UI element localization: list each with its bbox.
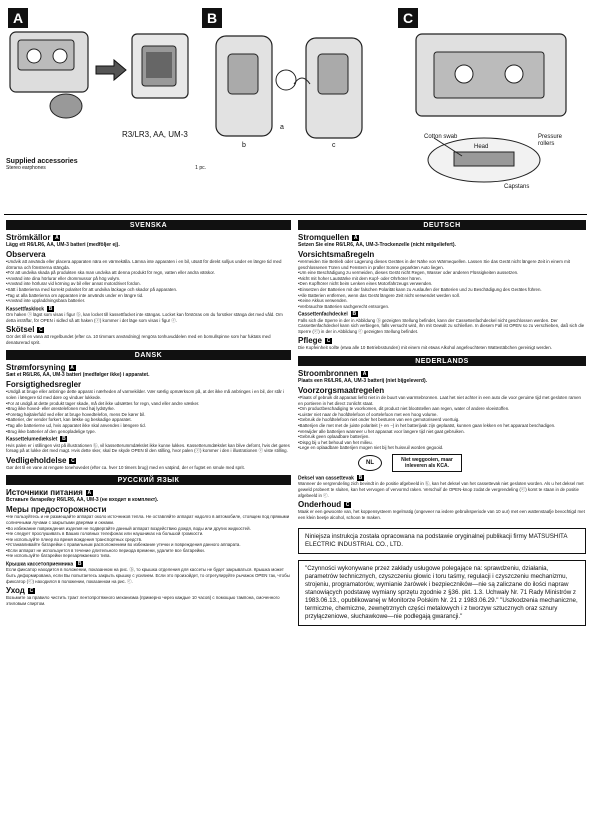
nederlands-power-badge: A (362, 370, 367, 377)
dansk-lock-badge: B (62, 436, 66, 443)
figure-a (4, 4, 194, 152)
nederlands-caution-line: •Batterijen die met met de juiste polariteit (+ en −) in het batterijvak zijn geplaatst, kunnen gaan lekken en het apparaat beschadigen. (298, 423, 556, 429)
svenska-header: SVENSKA (6, 220, 291, 230)
russian-header: РУССКИЙ ЯЗЫК (6, 475, 291, 485)
svenska-power-badge: A (55, 234, 59, 241)
nederlands-header: NEDERLANDS (298, 356, 586, 366)
dansk-caution-line: •Brug ikke batterier af den genopladelige type. (6, 428, 96, 434)
nederlands-caution-line: •Lege en oplaadbare batterijen mogen niet bij het huisvuil worden gegooid. (298, 445, 444, 451)
svenska-power-title: Strömkällor (6, 233, 51, 242)
russian-care-text: Возьмите за правило чистить тракт лентопротяжного механизма (примерно через каждые 10 часов) с помощью тампона, смоченного этиловым спиртом. (6, 595, 280, 606)
supplied-title: Supplied accessories (6, 158, 78, 165)
kca-text: Niet weggooien, maar inleveren als KCA. (392, 454, 462, 472)
figure-b-c: c (332, 142, 336, 149)
top-divider (4, 214, 587, 215)
deutsch-lock-title: Cassettenfachdeckel (298, 311, 348, 318)
deutsch-caution-line: •Keine Akkus verwenden. (298, 298, 348, 304)
svenska-care-title: Skötsel (6, 325, 35, 335)
dansk-caution-line: •Batterier, der vender forkert, kan lække og beskadige apparatet. (6, 417, 132, 423)
dansk-care-title: Vedligeholdelse (6, 455, 67, 465)
figure-c (394, 4, 587, 194)
nederlands-caution-line: •Luister niet naar de hoofdtelefoon of oortelefoon met een hoog volume. (298, 411, 438, 417)
figure-c-illustration (394, 26, 587, 194)
russian-caution-line: •Если аппарат не используется в течение длительного периода времени, удалите все батарейки. (6, 547, 205, 553)
head-label: Head (474, 144, 489, 150)
figure-b-a: a (280, 124, 284, 131)
deutsch-caution-line: •Um eine Beschädigung zu vermeiden, dieses Gerät nicht Regen, Wasser oder anderen Flüssigkeiten aussetzen. (298, 270, 519, 276)
figure-b-b: b (242, 142, 246, 149)
polish-note-2-text: "Czynności wykonywane przez zakłady usługowe polegające na: sprawdzeniu, działania, parametrów technicznych, czyszczeniu głowic i toru taśmy, regulacji i czyszczeniu mechanizmu, strojeniu, programatorów, wymianie żarówek i bezpieczników—nie są zaliczane do ilości napraw stanowiących podstawę wymiany sprzętu zgodnie z §36. pkt. 1.3. Uchwały Nr. 71 Rady Ministrów z 1983.06.13., opublikowanej w Monitorze Polskim Nr. 21 z 1983.06.29." "Uszkodzenia mechaniczne, termiczne, chemiczne, zewnętrznych części metalowych i z tworzyw sztucznych oraz sznury przyłączeniowe, słuchawkowe—nie podlegają gwarancji." (305, 565, 578, 621)
dansk-caution-title: Forsigtighedsregler (6, 380, 82, 390)
svenska-lock-badge: B (48, 305, 53, 312)
nederlands-lock-title: Deksel van cassettevak (298, 475, 354, 482)
nederlands-care-badge: C (345, 501, 350, 508)
russian-caution-line: •Во избежание повреждения изделия не подвергайте данный аппарат воздействию дождя, воды или других жидкостей. (6, 525, 251, 531)
deutsch-caution-line: •Nicht mit hoher Lautstärke mit dem Kopf- oder Ohrhörer hören. (298, 275, 422, 281)
svenska-power-text: Lägg ett R6/LR6, AA, UM-3 batteri (medföljer ej). (6, 242, 120, 248)
deutsch-care-title: Pflege (298, 336, 323, 346)
figure-b (198, 4, 390, 152)
svenska-lock-text: Om haken ⓐ lägst som visas i figur ⓑ, kan locket till kassettfacket inte stängas. Locket kan förstöras om du forsöker stänga det med våld. Om detta inträffar, för OPEN i sidled så att haken (ⓒ) kommer i det läge som visas i figur ⓒ. (6, 312, 283, 323)
svenska-care-text: Gör det till en vana att regelbundet (efter ca. 10 timmars användning) rengöra tonhuvuddelen med en bomullspinne som har fuktats med denaturerad sprit. (6, 334, 271, 345)
nederlands-caution-line: •Gebruik de hoofdtelefoon niet onder het besturen van een gemotoriseerd voertuig. (298, 417, 460, 423)
dansk-lock-title: Kassettelumedækslet (6, 436, 58, 443)
dansk-power-badge: A (70, 365, 74, 372)
russian-care-title: Уход (6, 586, 25, 596)
dansk-caution-line: •Foretag højtalerfuld ved eller at bruge hovedtelefon, mens De kører bil. (6, 411, 146, 417)
right-column (298, 220, 586, 626)
nederlands-lock-text: Wanneer de vergrendeling zich bevindt in de positie afgebeeld in ⓑ, kan het deksel van het cassettevak niet gesloten worden. Als u het deksel met geweld probeert te sluiten, kan het vervogen of vervormd raken. Verschuif de OPEN-knop zodat de vergrendeling (ⓒ) komt te staan in de positie afgebeeld in ⓒ. (298, 481, 584, 498)
svenska-care-badge: C (39, 327, 43, 334)
nederlands-caution-title: Voorzorgsmaatregelen (298, 386, 385, 396)
russian-power-text: Вставьте батарейку R6/LR6, AA, UM-3 (не входит в комплект). (6, 497, 159, 504)
nederlands-caution-line: •Plaats of gebruik dit apparaat liefst niet in de buurt van warmtebronnen. Laat het niet achter in een auto die voor geruime tijd met gesloten ramen en portieren in het direct zonlicht staat. (298, 395, 581, 406)
deutsch-care-text: Die Kopfeinheit sollte (etwa alle 10 Betriebsstunden) mit einem mit etwas Alkohol angefeuchteten Wattestäbchen gereinigt werden. (298, 345, 552, 351)
nederlands-caution-line: •Dispg bij u het behoud van het milieu. (298, 439, 373, 445)
russian-caution-line: •Устанавливайте батарейки с правильным расположением во избежание утечки и повреждения данного аппарата. (6, 542, 241, 548)
russian-care-badge: C (29, 588, 34, 595)
battery-caption: R3/LR3, AA, UM-3 (122, 130, 188, 139)
nederlands-power-text: Plaats een R6/LR6, AA, UM-3 batterij (niet bijgeleverd). (298, 378, 428, 385)
dansk-caution-line: •Tag alle batterierne ud, hvis apparatet ikke skal anvendes i længere tid. (6, 423, 146, 429)
svenska-lock-title: Kassettfasklock (6, 306, 45, 313)
nederlands-care-title: Onderhoud (298, 500, 342, 510)
dansk-power-title: Strømforsyning (6, 363, 66, 373)
svenska-caution-line: •Sätt i batterierna med korrekt polaritet för att undvika läckage och skador på apparaten. (6, 286, 178, 292)
deutsch-care-badge: C (326, 338, 331, 345)
svenska-caution-line: •Använd inte hörlurar vid körning av bil eller annat motordrivet fordon. (6, 281, 141, 287)
polish-note-2 (298, 560, 586, 626)
dansk-lock-text: Hvis palen er i stillingen vist på illustrationen ⓑ, vil kassetterummdækslet ikke kunne lukkes. Kassetterumdækslet kan blive defomt, hvis det gøres forsøg på at lukke det med magt. Hvis dette sker, skal De skyde OPEN til den stilling, hvor palen (ⓒ) kommer i den i illustrationen ⓒ viste stilling. (6, 442, 290, 454)
figure-b-illustration (198, 24, 390, 152)
russian-power-title: Источники питания (6, 488, 83, 498)
figure-c-label: C (398, 8, 418, 28)
kca-logo (358, 455, 382, 471)
deutsch-caution-line: •Den Kopfhörer nicht beim Lenken eines Motorfahrzeugs verwenden. (298, 281, 433, 287)
figure-a-illustration (4, 26, 194, 126)
nederlands-caution-line: •Verwijder alle batterijen wanneer u het apparaat voor langere tijd niet gaat gebruiken. (298, 428, 465, 434)
nederlands-caution-line: •Gebruik geen oplaadbare batterijen. (298, 434, 370, 440)
figure-b-label: B (202, 8, 222, 28)
kca-logo-text: NL (366, 459, 374, 466)
dansk-care-badge: C (71, 457, 75, 464)
deutsch-header: DEUTSCH (298, 220, 586, 230)
russian-caution-line: •Не используйте батарейки перезаряжаемого типа. (6, 553, 111, 559)
deutsch-lock-badge: B (352, 311, 357, 318)
nederlands-power-title: Stroombronnen (298, 369, 358, 379)
polish-note-1 (298, 528, 586, 554)
dansk-caution-line: •Brug ikke hoved- eller ørestelefonen med høj lydstyrke. (6, 406, 115, 412)
nederlands-caution-line: •Om productbeschadiging te voorkomen, dit product niet blootstellen aan regen, water of andere vloeistoffen. (298, 406, 510, 412)
deutsch-caution-line: •Verbrauchte Batterien sachgerecht entsorgen. (298, 303, 390, 309)
russian-lock-text: Если фиксатор находится в положении, показанном на рис. ⓑ, то крышка отделения для кассеты не будет закрываться. Крышка может быть деформирована, если Вы попытаетесь закрыть крышку с усилием. Если это произойдет, то отрегулируйте рычажок OPEN так, чтобы фиксатор (ⓒ) находился в положении, показанном на рис. ⓒ. (6, 567, 290, 584)
russian-power-badge: A (87, 490, 92, 497)
supplied-qty: 1 pc. (195, 165, 206, 171)
deutsch-caution-line: •Vermeiden Sie Betrieb oder Lagerung dieses Gerätes in der Nähe von Wärmequellen. Lassen Sie das Gerät nicht längere Zeit in einem mit geschlossenen Türen und Fenstern in praller Sonne geparkten Auto liegen. (298, 259, 570, 270)
supplied-item: Stereo earphones (6, 165, 46, 171)
russian-caution-line: •Не следует прослушивать в Ваших головных телефонах или наушниках на большой громкости. (6, 531, 204, 537)
dansk-care-text: Gør det til en vane at rengøre tonehovedet (efter ca. hver 10 timers brug) med en vatpind, der er fugtet en smule med sprit. (6, 464, 245, 470)
dansk-caution-line: •For at undgå at dette produkt tager skade, må det ikke udsættes for regn, vand eller andre væsker. (6, 400, 200, 406)
deutsch-caution-line: •Alle Batterien entfernen, wenn das Gerät längere Zeit nicht verwendet werden soll. (298, 292, 460, 298)
russian-lock-badge: B (77, 561, 82, 568)
deutsch-power-text: Setzen Sie eine R6/LR6, AA, UM-3-Trockenzelle (nicht mitgeliefert). (298, 242, 456, 248)
svenska-caution-line: •Använd inte uppladdningsbara batterier. (6, 298, 86, 304)
deutsch-caution-line: •Einsetzen der Batterien mit der falschen Polarität kann zu Auslaufen der Batterien und zu Beschädigung des Gerätes führen. (298, 286, 542, 292)
deutsch-power-title: Stromquellen (298, 233, 350, 242)
polish-note-1-text: Niniejsza instrukcja została opracowana na podstawie oryginalnej publikacji firmy MATSUSHITA ELECTRIC INDUSTRIAL CO., LTD. (305, 533, 568, 549)
russian-caution-line: •Не пользуйтесь и не размещайте аппарат около источников тепла. Не оставляйте аппарат надолго в автомобиле, стоящем под прямыми солнечными лучами с закрытыми дверями и окнами. (6, 514, 290, 525)
dansk-caution-line: •Undgå at bruge eller anbringe dette apparat i nærheden af varmekilder. Vær særlig opmærksom på, at det ikke må anbringes i en bil, der står i solen i længere tid med døre og vinduer lukkede. (6, 389, 285, 401)
nederlands-lock-badge: B (358, 474, 363, 481)
deutsch-caution-title: Vorsichtsmaßregeln (298, 250, 375, 259)
deutsch-lock-text: Falls sich die Sperre in der in Abbildung ⓑ gezeigten Stellung befindet, kann der Cassettenfachdeckel nicht geschlossen werden. Der Cassettenfachdeckel kann sich verbiegen, falls versucht wird, ihn mit Gewalt zu schließen. In diesem Fall ist OPEN so zu verschieben, daß sich die Sperre (ⓒ) in der in Abbildung ⓒ gezeigten Stellung befindet. (298, 317, 585, 334)
cotton-swab-label: Cotton swab (424, 134, 458, 140)
figure-a-label: A (8, 8, 28, 28)
left-column (6, 220, 291, 606)
svenska-caution-title: Observera (6, 250, 46, 259)
dansk-header: DANSK (6, 350, 291, 360)
deutsch-power-badge: A (353, 234, 358, 241)
dansk-power-text: Sæt et R6/LR6, AA, UM-3 batteri (medfølger ikke) i apparatet. (6, 372, 150, 379)
russian-caution-title: Меры предосторожности (6, 505, 107, 515)
svenska-caution-line: •Undvik att använda eller placera apparaten nära en värmekälla. Lämna inte apparaten i en bil, utsatt för direkt solljus under en längre tid med dörrarna och fönstrerna stängda. (6, 259, 282, 270)
supplied-accessories (6, 158, 206, 171)
nederlands-care-text: Maak er een gewoonte van, het koppensysteem regelmatig (ongeveer na iedere gebruiksperiode van 10 uur) met een wattenstaafje bevochtigd met een klein beetje alcohol, schoon te maken. (298, 509, 585, 520)
svenska-caution-line: •Använd inte dina hörlurar eller drommussor på hög volym. (6, 275, 121, 281)
russian-caution-line: •Не используйте плеер во время вождения транспортных средств. (6, 536, 143, 542)
pressure-rollers-label: Pressure rollers (538, 134, 563, 147)
svenska-caution-line: •Tag ut alla batterierna om apparaten inte används under en längre tid. (6, 292, 144, 298)
capstans-label: Capstans (504, 184, 530, 190)
svenska-caution-line: •För att undvika skada på produkten ska man undvika att denna produkt för regn, vatten eller andra vätskor. (6, 270, 215, 276)
russian-lock-title: Крышка кассетоприемника (6, 561, 74, 568)
kca-block (358, 454, 586, 472)
